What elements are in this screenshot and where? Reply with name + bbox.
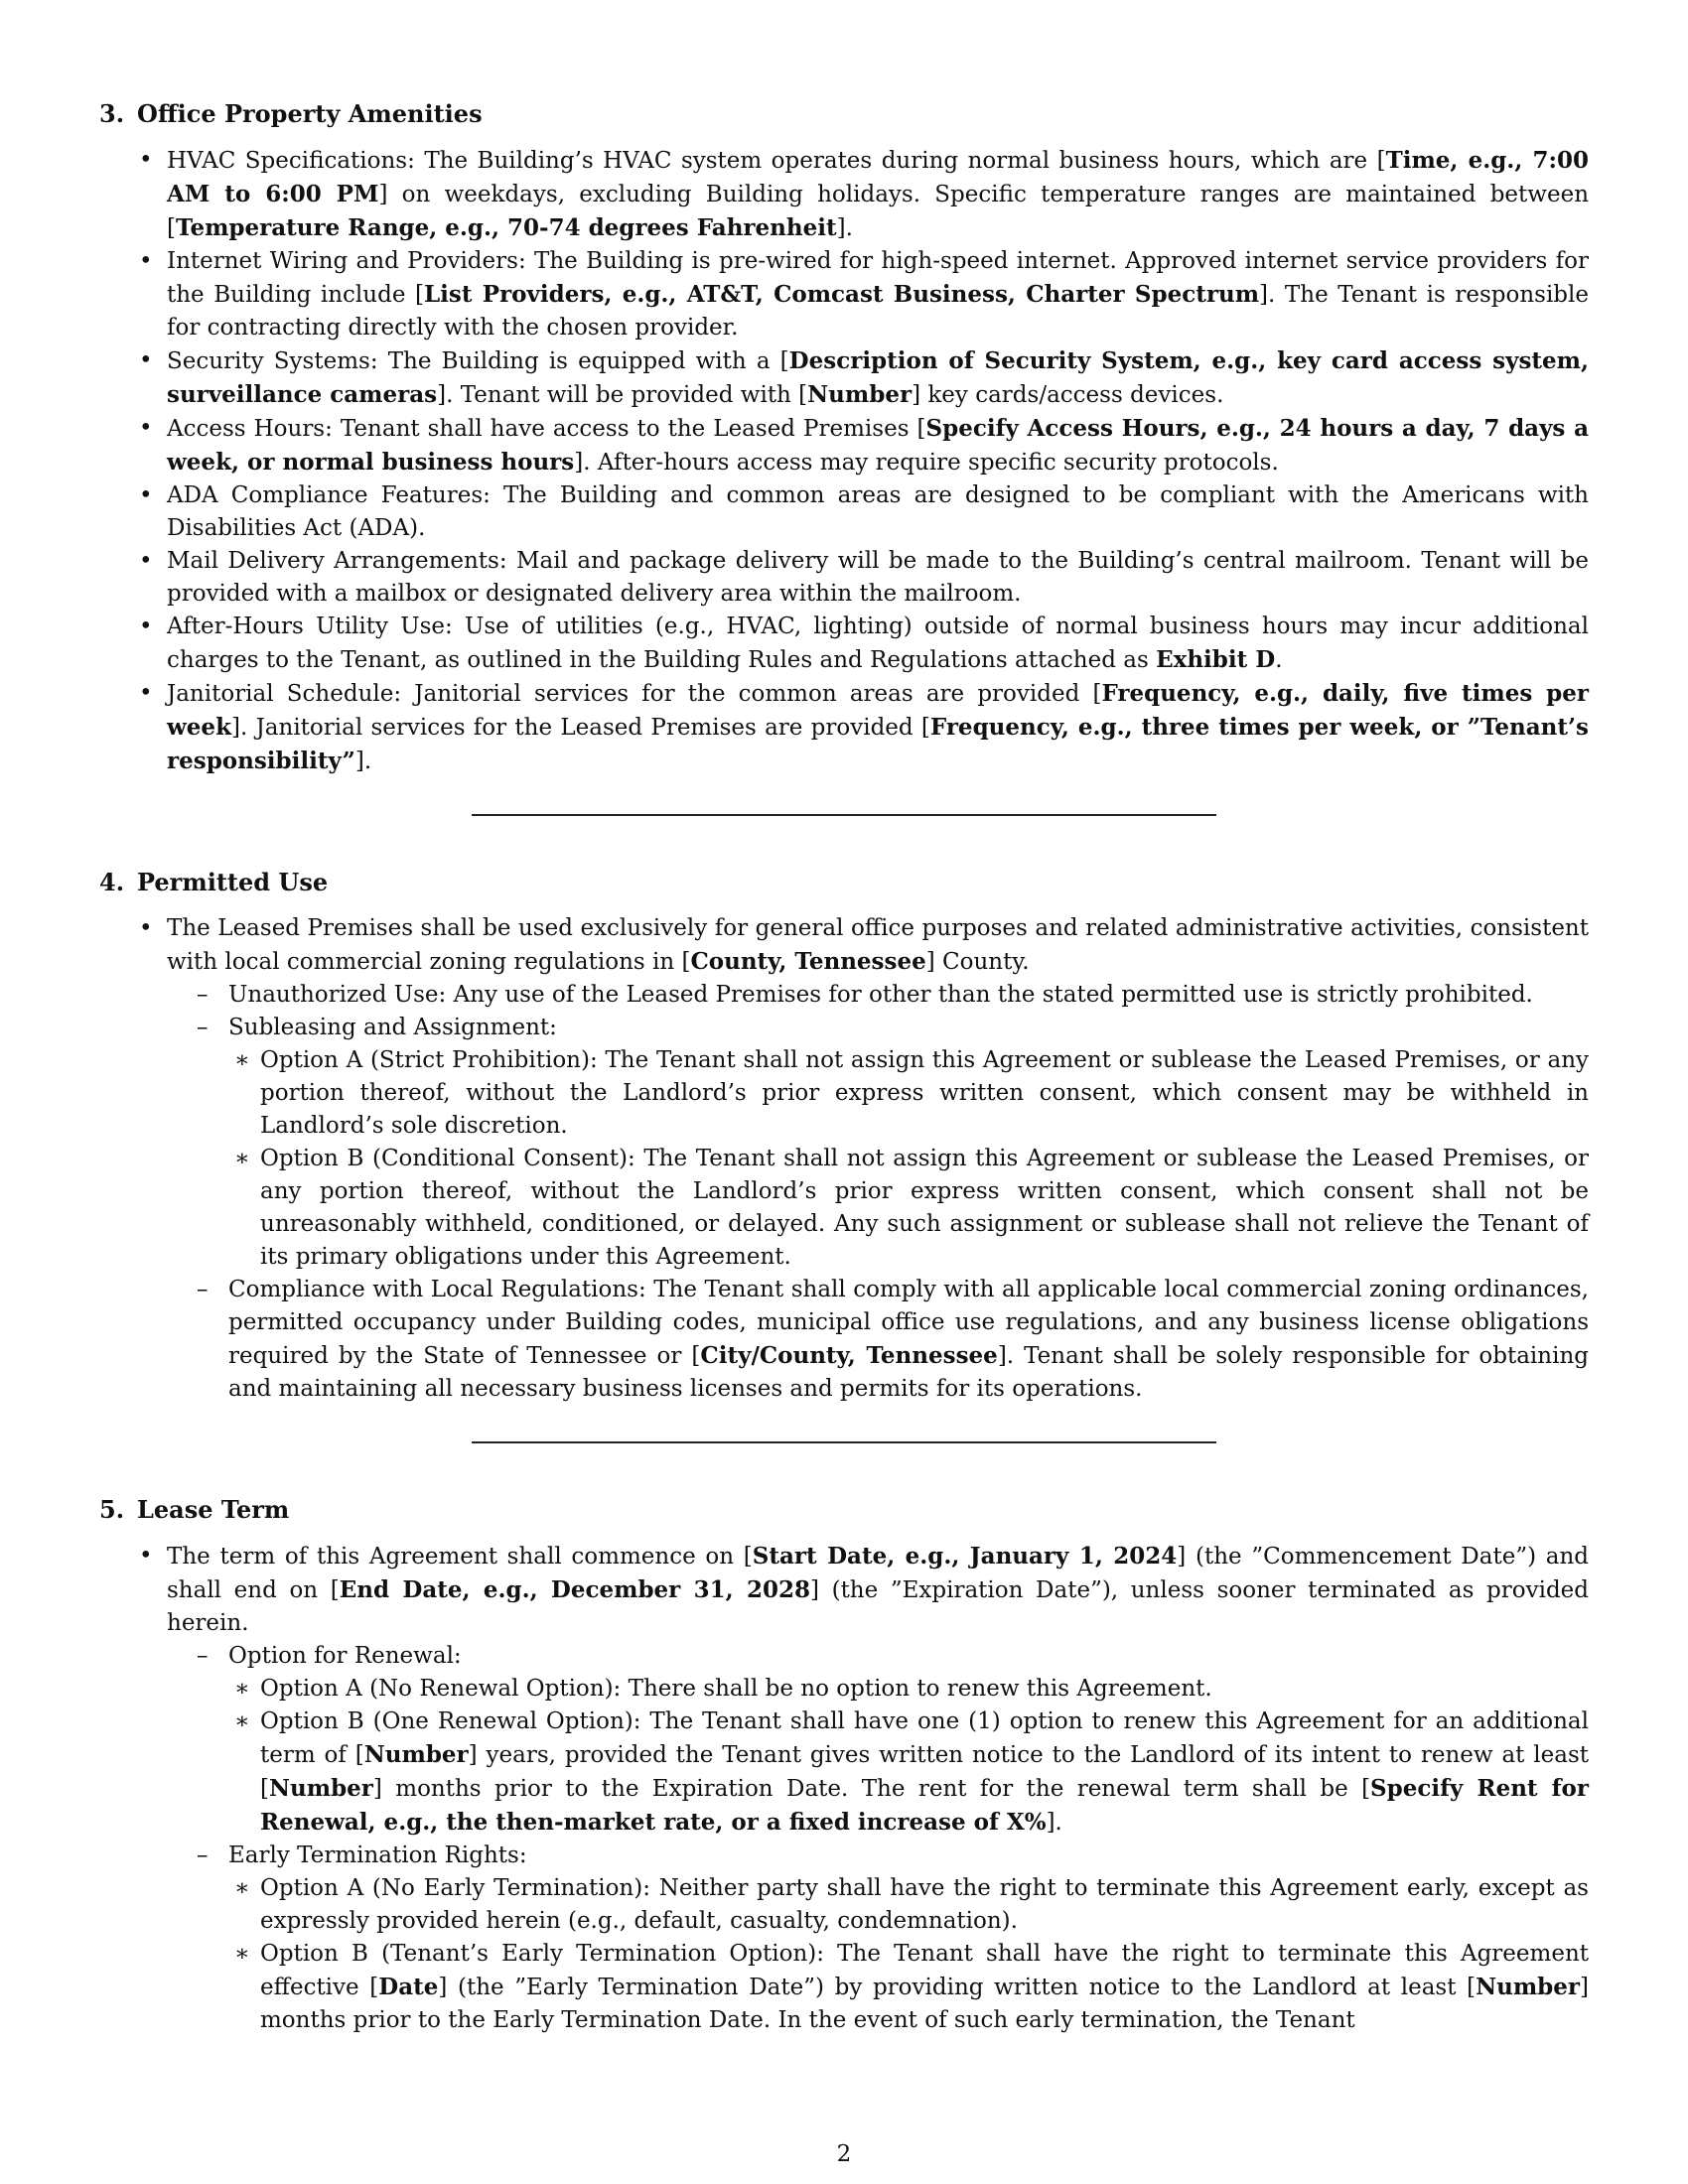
lease-term-item: • The term of this Agreement shall commence on [Start Date, e.g., January 1, 2024] (the ”Commencement Date”) and shall end on [End Date, e.g., December 31, 2028] (the ”Expiration Date”), unless sooner terminated as provided herein. – Option for Renewal: ∗ Option A (No Renewal Option): There shall be no option to renew this Agreement. ∗ Option B (One Renewal Option): The Tenant shall have one (1) option to renew this Agreement for an additional term of [Number] years, provided the Tenant gives written notice to the Landlord of its intent to renew at least [Number] months prior to the Expiration Date. The rent for the renewal term shall be [Specify Rent for Renewal, e.g., the then-market rate, or a fixed increase of X%]. – Early Termination Rights: ∗ Option A (No Early Termination): Neither party shall have the right to terminate this Agreement early, except as expressly provided herein (e.g., default, casualty, condemnation). ∗ Option B (Tenant’s Early Termination Option): The Tenant shall have the right to terminate this Agreement effective [Date] (the ”Early Termination Date”) by providing written notice to the Landlord at least [Number] months prior to the Early Termination Date. In the event of such early termination, the Tenant xyxy=(99,1540,1589,2037)
sublease-option-b: ∗ Option B (Conditional Consent): The Tenant shall not assign this Agreement or sublease the Leased Premises, or any portion thereof, without the Landlord’s prior express written consent, which consent shall not be unreasonably withheld, conditioned, or delayed. Any such assignment or sublease shall not relieve the Tenant of its primary obligations under this Agreement. xyxy=(228,1143,1589,1274)
section-3-heading xyxy=(99,97,1589,130)
security-item: • Security Systems: The Building is equipped with a [Description of Security System, e.g., key card access system, surveillance cameras]. Tenant will be provided with [Number] key cards/access devices. xyxy=(99,344,1589,412)
ada-item: • ADA Compliance Features: The Building and common areas are designed to be compliant with the Americans with Disabilities Act (ADA). xyxy=(99,479,1589,545)
section-5-heading xyxy=(99,1493,1589,1526)
section-number: 5. xyxy=(99,1495,125,1524)
after-hours-item: • After-Hours Utility Use: Use of utilities (e.g., HVAC, lighting) outside of normal business hours may incur additional charges to the Tenant, as outlined in the Building Rules and Regulations attached as Exhibit D. xyxy=(99,611,1589,677)
renewal-option-b: ∗ Option B (One Renewal Option): The Tenant shall have one (1) option to renew this Agreement for an additional term of [Number] years, provided the Tenant gives written notice to the Landlord of its intent to renew at least [Number] months prior to the Expiration Date. The rent for the renewal term shall be [Specify Rent for Renewal, e.g., the then-market rate, or a fixed increase of X%]. xyxy=(228,1706,1589,1840)
early-termination-item: – Early Termination Rights: ∗ Option A (No Early Termination): Neither party shall have the right to terminate this Agreement early, except as expressly provided herein (e.g., default, casualty, condemnation). ∗ Option B (Tenant’s Early Termination Option): The Tenant shall have the right to terminate this Agreement effective [Date] (the ”Early Termination Date”) by providing written notice to the Landlord at least [Number] months prior to the Early Termination Date. In the event of such early termination, the Tenant xyxy=(167,1840,1589,2037)
section-title: Permitted Use xyxy=(137,868,329,896)
lease-term-sublist xyxy=(167,1640,1589,2037)
renewal-option-a: ∗ Option A (No Renewal Option): There shall be no option to renew this Agreement. xyxy=(228,1673,1589,1706)
document-page xyxy=(99,89,1589,2037)
permitted-use-sublist xyxy=(167,979,1589,1406)
section-number: 3. xyxy=(99,99,125,128)
section-divider xyxy=(472,1441,1216,1443)
subleasing-item: – Subleasing and Assignment: ∗ Option A (Strict Prohibition): The Tenant shall not assign this Agreement or sublease the Leased Premises, or any portion thereof, without the Landlord’s prior express written consent, which consent may be withheld in Landlord’s sole discretion. ∗ Option B (Conditional Consent): The Tenant shall not assign this Agreement or sublease the Leased Premises, or any portion thereof, without the Landlord’s prior express written consent, which consent shall not be unreasonably withheld, conditioned, or delayed. Any such assignment or sublease shall not relieve the Tenant of its primary obligations under this Agreement. xyxy=(167,1012,1589,1274)
amenities-list xyxy=(99,144,1589,778)
page-number: 2 xyxy=(836,2141,852,2167)
section-title: Lease Term xyxy=(137,1495,290,1524)
lease-term-list xyxy=(99,1540,1589,2037)
section-title: Office Property Amenities xyxy=(137,99,483,128)
permitted-use-list xyxy=(99,912,1589,1406)
early-termination-options xyxy=(228,1872,1589,2037)
internet-item: • Internet Wiring and Providers: The Building is pre-wired for high-speed internet. Approved internet service providers for the Building include [List Providers, e.g., AT&T, Comcast Business, Charter Spectrum]. The Tenant is responsible for contracting directly with the chosen provider. xyxy=(99,245,1589,344)
section-number: 4. xyxy=(99,868,125,896)
janitorial-item: • Janitorial Schedule: Janitorial services for the common areas are provided [Frequency, e.g., daily, five times per week]. Janitorial services for the Leased Premises are provided [Frequency, e.g., three times per week, or ”Tenant’s responsibility”]. xyxy=(99,677,1589,778)
sublease-option-a: ∗ Option A (Strict Prohibition): The Tenant shall not assign this Agreement or sublease the Leased Premises, or any portion thereof, without the Landlord’s prior express written consent, which consent may be withheld in Landlord’s sole discretion. xyxy=(228,1044,1589,1143)
early-termination-option-a: ∗ Option A (No Early Termination): Neither party shall have the right to terminate this Agreement early, except as expressly provided herein (e.g., default, casualty, condemnation). xyxy=(228,1872,1589,1938)
section-4-heading xyxy=(99,866,1589,898)
subleasing-options xyxy=(228,1044,1589,1274)
compliance-item: – Compliance with Local Regulations: The Tenant shall comply with all applicable local commercial zoning ordinances, permitted occupancy under Building codes, municipal office use regulations, and any business license obligations required by the State of Tennessee or [City/County, Tennessee]. Tenant shall be solely responsible for obtaining and maintaining all necessary business licenses and permits for its operations. xyxy=(167,1274,1589,1406)
mail-item: • Mail Delivery Arrangements: Mail and package delivery will be made to the Building’s central mailroom. Tenant will be provided with a mailbox or designated delivery area within the mailroom. xyxy=(99,545,1589,611)
permitted-use-item: • The Leased Premises shall be used exclusively for general office purposes and related administrative activities, consistent with local commercial zoning regulations in [County, Tennessee] County. – Unauthorized Use: Any use of the Leased Premises for other than the stated permitted use is strictly prohibited. – Subleasing and Assignment: ∗ Option A (Strict Prohibition): The Tenant shall not assign this Agreement or sublease the Leased Premises, or any portion thereof, without the Landlord’s prior express written consent, which consent may be withheld in Landlord’s sole discretion. ∗ Option B (Conditional Consent): The Tenant shall not assign this Agreement or sublease the Leased Premises, or any portion thereof, without the Landlord’s prior express written consent, which consent shall not be unreasonably withheld, conditioned, or delayed. Any such assignment or sublease shall not relieve the Tenant of its primary obligations under this Agreement. – Compliance with Local Regulations: The Tenant shall comply with all applicable local commercial zoning ordinances, permitted occupancy under Building codes, municipal office use regulations, and any business license obligations required by the State of Tennessee or [City/County, Tennessee]. Tenant shall be solely responsible for obtaining and maintaining all necessary business licenses and permits for its operations. xyxy=(99,912,1589,1406)
early-termination-option-b: ∗ Option B (Tenant’s Early Termination Option): The Tenant shall have the right to terminate this Agreement effective [Date] (the ”Early Termination Date”) by providing written notice to the Landlord at least [Number] months prior to the Early Termination Date. In the event of such early termination, the Tenant xyxy=(228,1938,1589,2037)
renewal-options xyxy=(228,1673,1589,1840)
hvac-item: • HVAC Specifications: The Building’s HVAC system operates during normal business hours, which are [Time, e.g., 7:00 AM to 6:00 PM] on weekdays, excluding Building holidays. Specific temperature ranges are maintained between [Temperature Range, e.g., 70-74 degrees Fahrenheit]. xyxy=(99,144,1589,245)
renewal-item: – Option for Renewal: ∗ Option A (No Renewal Option): There shall be no option to renew this Agreement. ∗ Option B (One Renewal Option): The Tenant shall have one (1) option to renew this Agreement for an additional term of [Number] years, provided the Tenant gives written notice to the Landlord of its intent to renew at least [Number] months prior to the Expiration Date. The rent for the renewal term shall be [Specify Rent for Renewal, e.g., the then-market rate, or a fixed increase of X%]. xyxy=(167,1640,1589,1840)
unauthorized-use-item: – Unauthorized Use: Any use of the Leased Premises for other than the stated permitted use is strictly prohibited. xyxy=(167,979,1589,1012)
section-divider xyxy=(472,814,1216,816)
access-hours-item: • Access Hours: Tenant shall have access to the Leased Premises [Specify Access Hours, e.g., 24 hours a day, 7 days a week, or normal business hours]. After-hours access may require specific security protocols. xyxy=(99,412,1589,479)
